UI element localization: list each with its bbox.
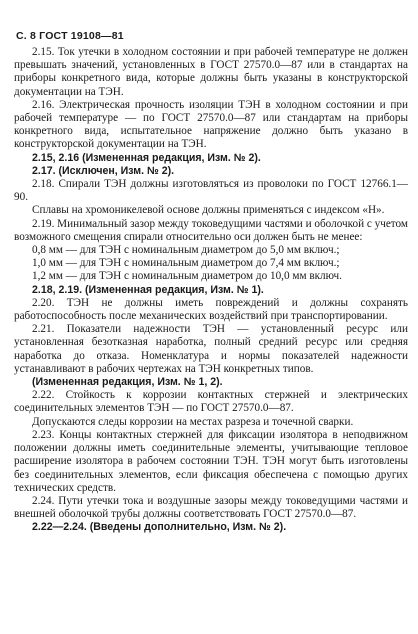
paragraph-2-16: 2.16. Электрическая прочность изоляции ТЭН в холодном состоянии и при рабочей температуре — по ГОСТ 27570.0—87 или стандартам на приборы конкретного вида, испытательное напряжение должно быть указано в конструкторской документации на ТЭН. — [14, 98, 408, 151]
paragraph-2-17: 2.17. (Исключен, Изм. № 2). — [32, 164, 175, 177]
amendment-note: 2.18, 2.19. (Измененная редакция, Изм. № 1). — [32, 283, 264, 296]
paragraph-corrosion: Допускаются следы коррозии на местах разреза и точечной сварки. — [32, 415, 354, 428]
paragraph-2-15: 2.15. Ток утечки в холодном состоянии и при рабочей температуре не должен превышать значений, установленных в ГОСТ 27570.0—87 или в стандартах на приборы конкретного вида, которые должны быть указаны в конструкторской документации на ТЭН. — [14, 46, 408, 98]
document-body — [14, 46, 408, 535]
paragraph-2-19: 2.19. Минимальный зазор между токоведущими частями и оболочкой с учетом возможного смещения спирали относительно оси должен быть не менее: — [14, 217, 409, 243]
paragraph-alloys: Сплавы на хромоникелевой основе должны применяться с индексом «Н». — [32, 204, 385, 217]
paragraph-2-24: 2.24. Пути утечки тока и воздушные зазоры между токоведущими частями и внешней оболочкой трубы должны соответствовать ГОСТ 27570.0—87. — [14, 494, 408, 521]
amendment-note: (Измененная редакция, Изм. № 1, 2). — [32, 376, 223, 389]
amendment-note: 2.15, 2.16 (Измененная редакция, Изм. № 2). — [32, 151, 261, 164]
paragraph-2-18: 2.18. Спирали ТЭН должны изготовляться из проволоки по ГОСТ 12766.1—90. — [14, 178, 408, 204]
clearance-item: 1,0 мм — для ТЭН с номинальным диаметром до 7,4 мм включ.; — [32, 257, 340, 270]
clearance-item: 1,2 мм — для ТЭН с номинальным диаметром до 10,0 мм включ. — [32, 270, 342, 283]
paragraph-2-22: 2.22. Стойкость к коррозии контактных стержней и электрических соединительных элементов ТЭН — по ГОСТ 27570.0—87. — [14, 389, 408, 415]
amendment-note: 2.22—2.24. (Введены дополнительно, Изм. № 2). — [32, 521, 287, 534]
paragraph-2-20: 2.20. ТЭН не должны иметь повреждений и должны сохранять работоспособность после механических воздействий при транспортировании. — [14, 296, 408, 323]
page-header: С. 8 ГОСТ 19108—81 — [16, 30, 124, 42]
paragraph-2-21: 2.21. Показатели надежности ТЭН — установленный ресурс или установленная безотказная наработка, полный средний ресурс или средняя наработка до отказа. Номенклатура и нормы показателей надежности устанавливают в рабочих чертежах на ТЭН конкретных типов. — [14, 323, 408, 375]
paragraph-2-23: 2.23. Концы контактных стержней для фиксации изолятора в неподвижном положении должны иметь соединительные элементы, учитывающие тепловое расширение изолятора в рабочем состоянии ТЭН. ТЭН могут быть изготовлены без соединительных элементов, если фиксация обеспечена с помощью других технических средств. — [14, 428, 408, 494]
clearance-item: 0,8 мм — для ТЭН с номинальным диаметром до 5,0 мм включ.; — [32, 244, 340, 257]
